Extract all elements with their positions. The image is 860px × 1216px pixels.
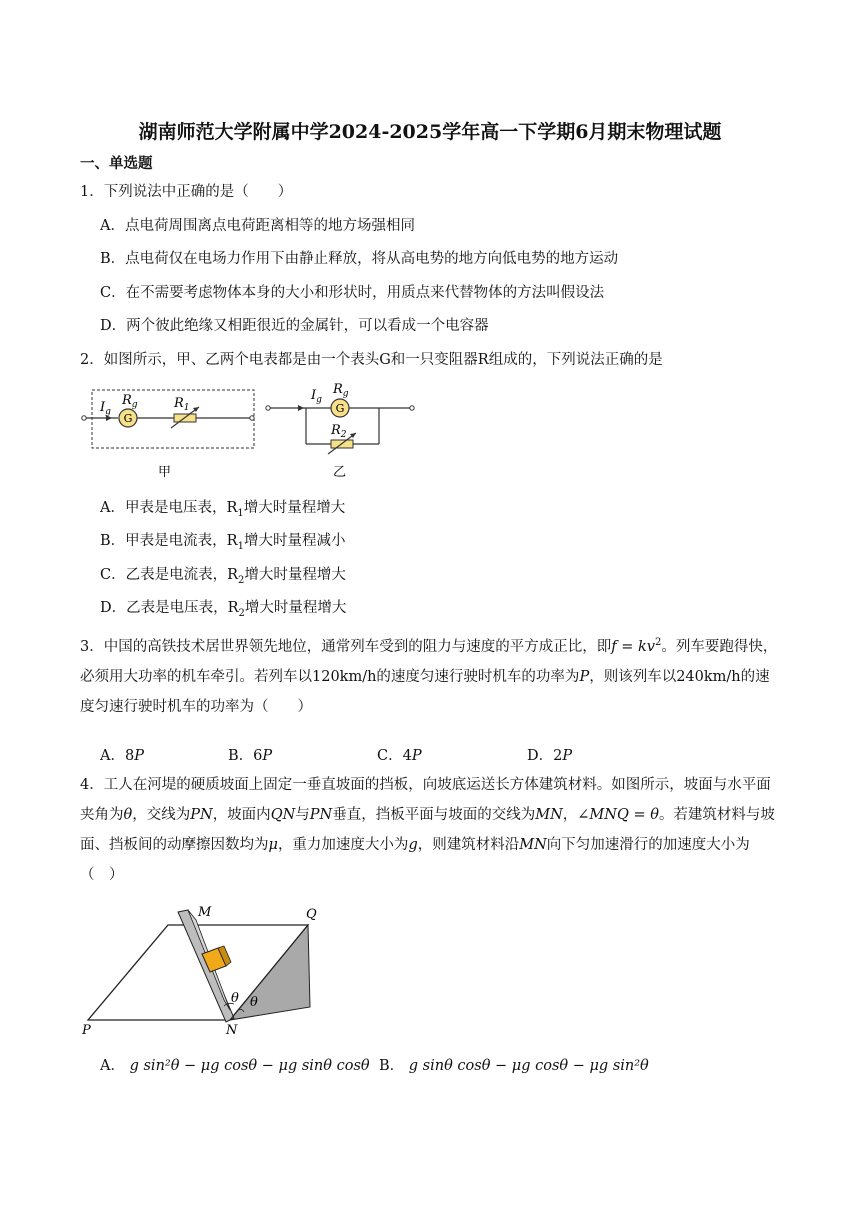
q3-option-c: C．4P: [377, 748, 422, 764]
q1-option-c: C．在不需要考虑物体本身的大小和形状时，用质点来代替物体的方法叫假设法: [100, 285, 605, 301]
q3-option-b: B．6P: [228, 748, 273, 764]
q2-option-c: C．乙表是电流表，$R_2$增大时量程增大: [100, 567, 346, 586]
theta-label-2: θ: [250, 995, 258, 1010]
q2-option-d: D．乙表是电压表，$R_2$增大时量程增大: [100, 600, 347, 619]
q3-stem: 3．中国的高铁技术居世界领先地位，通常列车受到的阻力与速度的平方成正比，即$f = kv^2$。列车要跑得快，必须用大功率的机车牵引。若列车以120km/h的速度匀速行驶时机车的功率为P，则该列车以240km/h的速度匀速行驶时机车的功率为（ ）: [80, 637, 778, 715]
ig-label-jia: $I_g$: [100, 400, 111, 417]
q4-slope-figure: [78, 900, 348, 1040]
q1-option-a: A．点电荷周围离点电荷距离相等的地方场强相同: [100, 218, 415, 234]
q2-option-b: B．甲表是电流表，$R_1$增大时量程减小: [100, 533, 346, 552]
dashed-box-jia: [92, 390, 254, 448]
current-arrow-icon: [298, 405, 304, 411]
point-n-label: N: [226, 1023, 238, 1038]
q1-option-b: B．点电荷仅在电场力作用下由静止释放，将从高电势的地方向低电势的地方运动: [100, 251, 619, 267]
section-heading: 一、单选题: [80, 155, 153, 172]
page-title: 湖南师范大学附属中学2024-2025学年高一下学期6月期末物理试题: [138, 121, 722, 143]
q1-stem: 1．下列说法中正确的是（ ）: [80, 184, 293, 200]
ig-label-yi: $I_g$: [311, 388, 322, 405]
r2-label: $R_2$: [331, 423, 347, 440]
point-p-label: P: [82, 1023, 91, 1038]
rg-label-yi: $R_g$: [333, 382, 349, 399]
label-yi: 乙: [333, 465, 347, 480]
rg-label-jia: $R_g$: [122, 393, 138, 410]
svg-text:G: G: [123, 412, 133, 425]
q3-option-d: D．2P: [527, 748, 573, 764]
q4-option-b: B． g sinθ cosθ − μg cosθ − μg sin²θ: [379, 1058, 649, 1074]
theta-label-1: θ: [231, 991, 239, 1006]
point-q-label: Q: [306, 907, 317, 922]
q2-circuit-figure: [78, 380, 423, 485]
q3-option-a: A．8P: [100, 748, 144, 764]
q2-option-a: A．甲表是电压表，$R_1$增大时量程增大: [100, 500, 346, 519]
q1-option-d: D．两个彼此绝缘又相距很近的金属针，可以看成一个电容器: [100, 318, 489, 334]
label-jia: 甲: [158, 465, 172, 480]
point-m-label: M: [198, 905, 212, 920]
svg-text:G: G: [335, 402, 345, 415]
q4-option-a: A． g sin²θ − μg cosθ − μg sinθ cosθ: [100, 1058, 370, 1074]
r1-label: $R_1$: [174, 396, 190, 413]
q4-stem: 4．工人在河堤的硬质坡面上固定一垂直坡面的挡板，向坡底运送长方体建筑材料。如图所示，坡面与水平面夹角为θ，交线为PN，坡面内QN与PN垂直，挡板平面与坡面的交线为MN，∠MNQ = θ。若建筑材料与坡面、挡板间的动摩擦因数均为μ，重力加速度大小为g，则建筑材料沿MN向下匀加速滑行的加速度大小为（ ）: [80, 777, 775, 883]
q2-stem: 2．如图所示，甲、乙两个电表都是由一个表头G和一只变阻器R组成的，下列说法正确的是: [80, 352, 663, 368]
